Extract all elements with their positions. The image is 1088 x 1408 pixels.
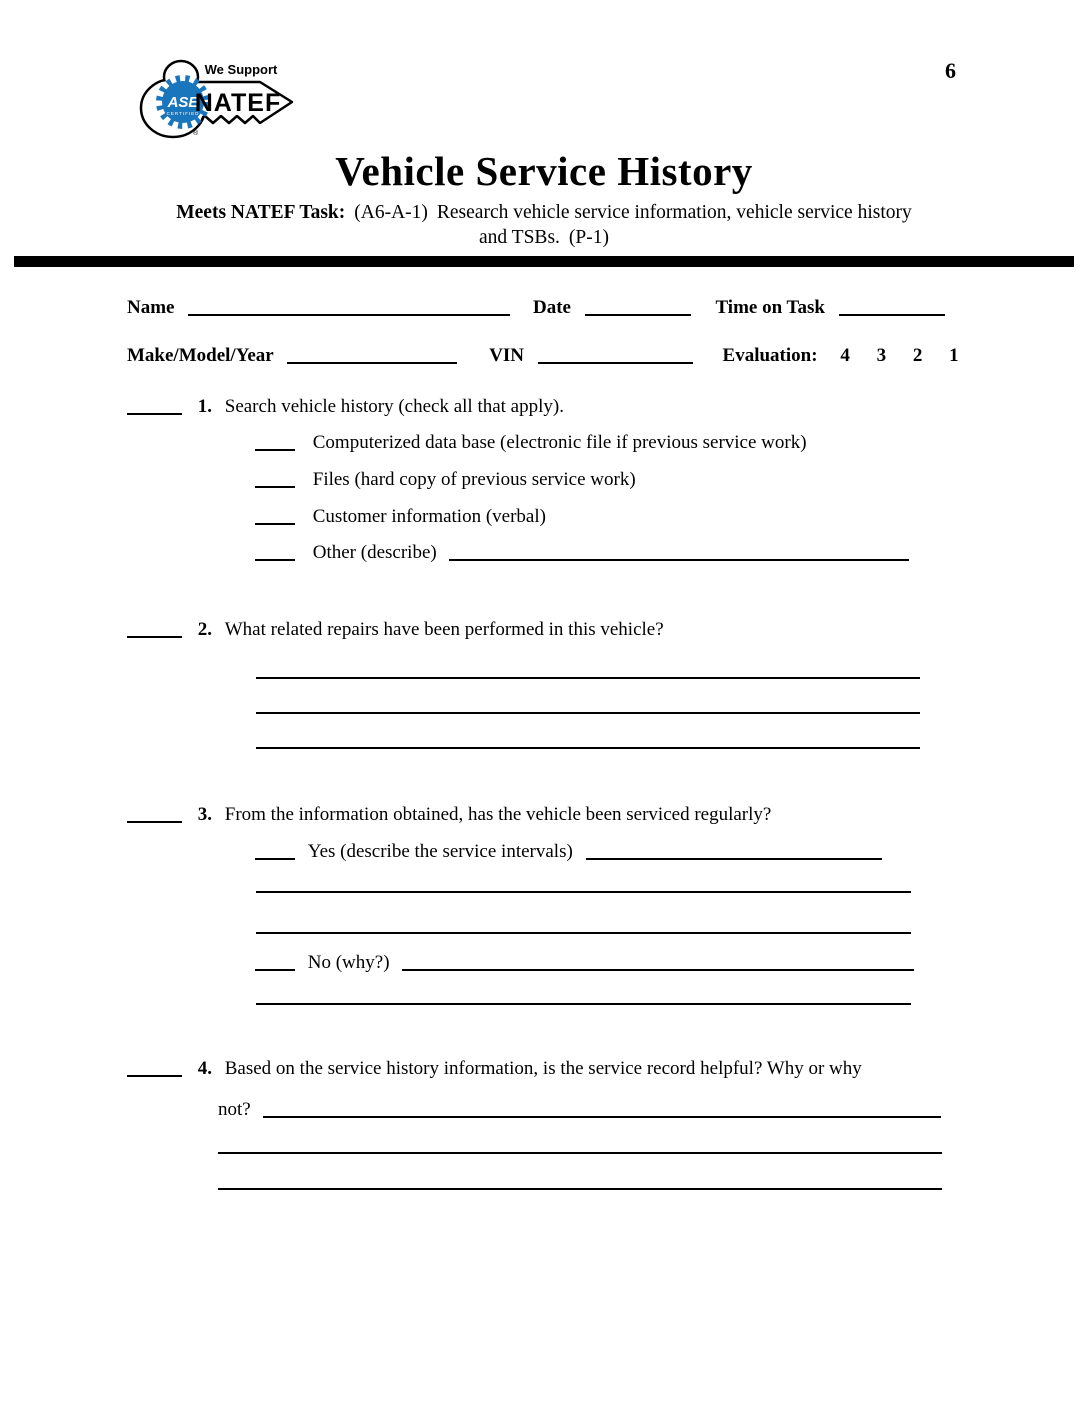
- item-2-answer-line-1[interactable]: [256, 677, 920, 679]
- task-label: Meets NATEF Task:: [176, 202, 346, 223]
- we-support-text: We Support: [204, 62, 278, 77]
- task-code: (A6-A-1): [354, 202, 428, 223]
- date-label: Date: [532, 297, 571, 318]
- natef-logo: [133, 55, 297, 143]
- item-2-answer-line-2[interactable]: [256, 712, 920, 714]
- item-2-answer-line-3[interactable]: [256, 747, 920, 749]
- task-text-continued: and TSBs.: [479, 227, 560, 248]
- item-4-number: 4.: [197, 1058, 212, 1079]
- item-1-option-1-label: Computerized data base (electronic file if previous service work): [312, 432, 807, 453]
- evaluation-score-2[interactable]: 2: [912, 345, 923, 366]
- natef-key-logo-graphic: [133, 55, 297, 143]
- item-1-option-1: [255, 431, 807, 454]
- ase-certified-text: CERTIFIED: [166, 111, 200, 116]
- item-1-text: Search vehicle history (check all that apply).: [224, 396, 564, 417]
- page-title: Vehicle Service History: [335, 148, 753, 194]
- evaluation-score-1[interactable]: 1: [949, 345, 959, 366]
- item-3-text: From the information obtained, has the vehicle been serviced regularly?: [224, 804, 772, 825]
- item-1: [127, 395, 564, 418]
- item-2-text: What related repairs have been performed in this vehicle?: [224, 619, 664, 640]
- form-row-vehicle-evaluation: [127, 344, 959, 367]
- task-text: Research vehicle service information, vehicle service history: [436, 202, 912, 223]
- item-3-number: 3.: [197, 804, 212, 825]
- item-3-score-blank[interactable]: [127, 805, 182, 823]
- item-1-option-4-check-blank[interactable]: [255, 543, 295, 561]
- item-3-no-check-blank[interactable]: [255, 953, 295, 971]
- evaluation-score-4[interactable]: 4: [840, 345, 850, 366]
- item-2: [127, 618, 664, 641]
- item-1-option-1-check-blank[interactable]: [255, 433, 295, 451]
- item-1-option-2-check-blank[interactable]: [255, 470, 295, 488]
- item-3-yes-row: [255, 840, 882, 863]
- item-4: [127, 1057, 862, 1080]
- item-1-option-2-label: Files (hard copy of previous service work): [312, 469, 636, 490]
- item-2-score-blank[interactable]: [127, 620, 182, 638]
- item-1-other-describe-blank[interactable]: [449, 543, 909, 561]
- make-model-year-label: Make/Model/Year: [127, 345, 274, 366]
- time-on-task-blank[interactable]: [839, 298, 945, 316]
- item-4-answer-blank[interactable]: [263, 1100, 941, 1118]
- natef-task-line-2: [0, 225, 1088, 250]
- item-1-option-3-check-blank[interactable]: [255, 507, 295, 525]
- natef-task-line-1: [0, 200, 1088, 225]
- item-4-text-line-2: not?: [218, 1099, 251, 1120]
- time-on-task-label: Time on Task: [715, 297, 825, 318]
- item-1-option-4-label: Other (describe): [312, 542, 437, 563]
- item-3-no-row: [255, 951, 914, 974]
- natef-wordmark: NATEF: [194, 89, 282, 117]
- item-3-no-label: No (why?): [307, 952, 390, 973]
- vin-blank[interactable]: [538, 346, 693, 364]
- registered-trademark-symbol: ®: [193, 130, 199, 137]
- item-3-yes-label: Yes (describe the service intervals): [307, 841, 573, 862]
- evaluation-label: Evaluation:: [722, 345, 818, 366]
- name-label: Name: [127, 297, 175, 318]
- item-1-option-4: [255, 541, 909, 564]
- item-4-score-blank[interactable]: [127, 1059, 182, 1077]
- item-1-score-blank[interactable]: [127, 397, 182, 415]
- item-1-option-3: [255, 505, 546, 528]
- item-3-yes-describe-blank[interactable]: [586, 842, 882, 860]
- evaluation-score-3[interactable]: 3: [876, 345, 887, 366]
- item-1-option-2: [255, 468, 636, 491]
- vin-label: VIN: [489, 345, 525, 366]
- make-model-year-blank[interactable]: [287, 346, 457, 364]
- item-3-no-why-blank[interactable]: [402, 953, 914, 971]
- name-blank[interactable]: [188, 298, 510, 316]
- item-3: [127, 803, 771, 826]
- item-3-yes-check-blank[interactable]: [255, 842, 295, 860]
- item-3-no-answer-line[interactable]: [256, 1003, 911, 1005]
- ase-emblem-text: ASE: [167, 94, 199, 111]
- item-2-number: 2.: [197, 619, 212, 640]
- item-3-yes-answer-line-1[interactable]: [256, 891, 911, 893]
- form-row-name-date-time: [127, 296, 945, 319]
- item-3-yes-answer-line-2[interactable]: [256, 932, 911, 934]
- page-number: 6: [945, 58, 956, 83]
- date-blank[interactable]: [585, 298, 691, 316]
- item-4-text-line-1: Based on the service history information, is the service record helpful? Why or why: [224, 1058, 862, 1079]
- divider-rule: [14, 256, 1074, 267]
- item-1-option-3-label: Customer information (verbal): [312, 506, 546, 527]
- task-priority: (P-1): [568, 227, 609, 248]
- item-1-number: 1.: [197, 396, 212, 417]
- item-4-answer-line-2[interactable]: [218, 1188, 942, 1190]
- item-4-answer-line-1[interactable]: [218, 1152, 942, 1154]
- item-4-text-continued-row: [218, 1098, 941, 1121]
